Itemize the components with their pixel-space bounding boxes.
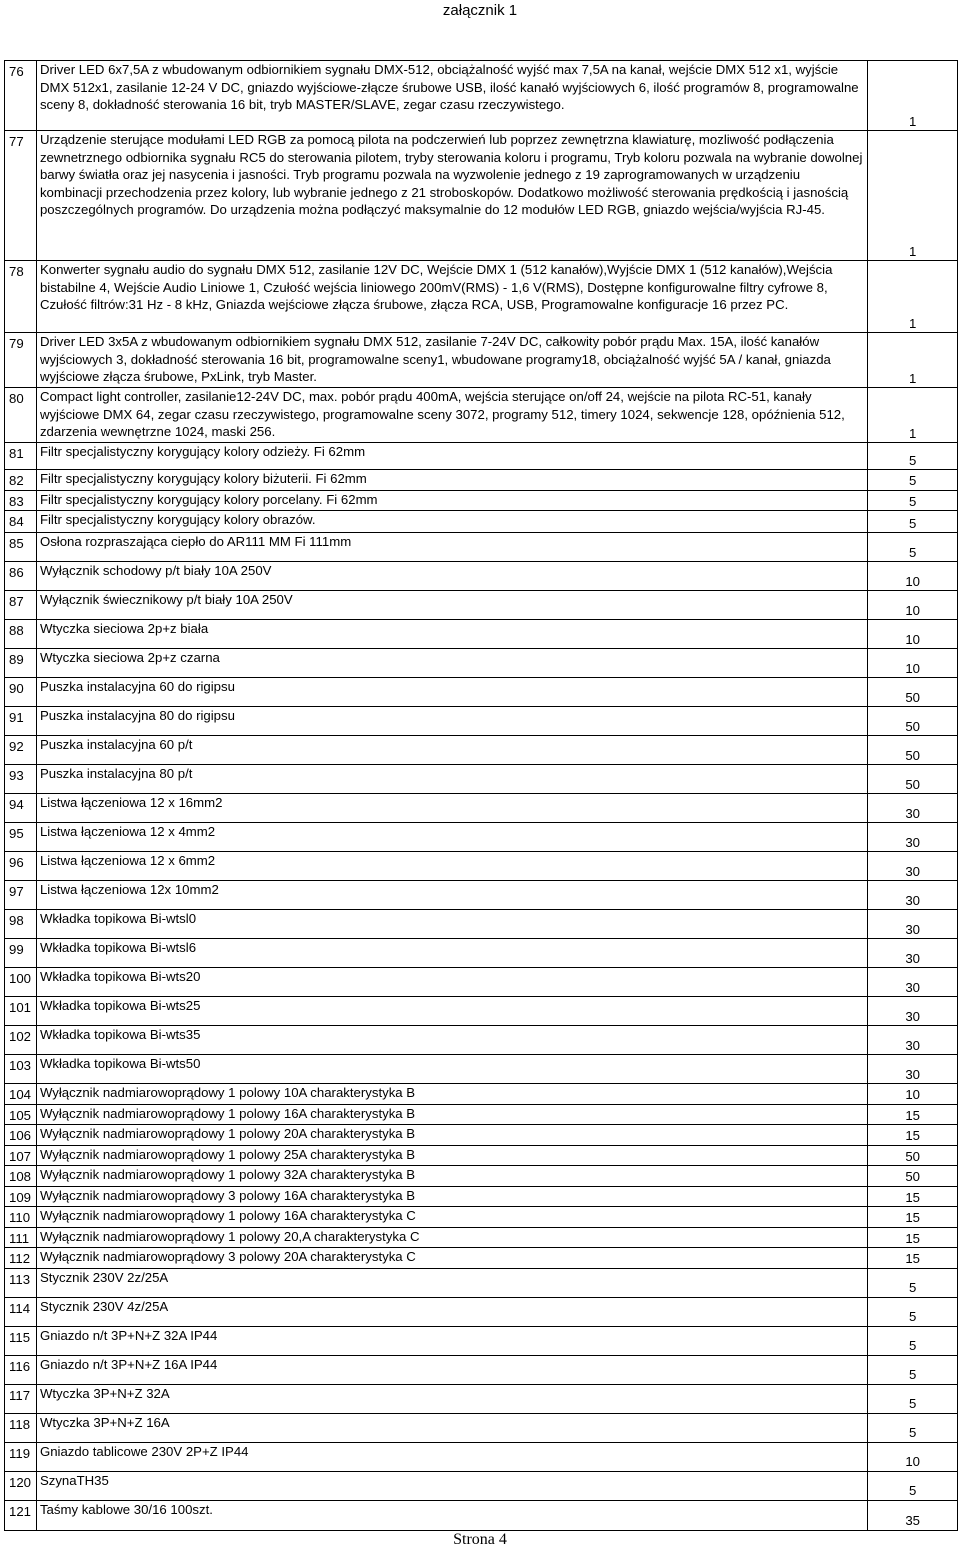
item-number: 108: [5, 1166, 37, 1187]
table-row: [5, 562, 958, 591]
item-description: Wyłącznik schodowy p/t biały 10A 250V: [36, 562, 867, 591]
item-description: Gniazdo n/t 3P+N+Z 32A IP44: [36, 1326, 867, 1355]
table-row: [5, 533, 958, 562]
table-row: [5, 881, 958, 910]
table-row: [5, 1500, 958, 1530]
item-description: Urządzenie sterujące modułami LED RGB za pomocą pilota na podczerwień lub poprzez zewnętrzna klawiaturę, mozliwość podłączenia zewnetrznego odbiornika sygnału RC5 do sterowania pilotem, tryby sterowania koloru i programu, Tryb koloru pozwala na wybranie dowolnej barwy światła oraz jej nasycenia i jasności. Tryb programu pozwala na wyzwolenie jednego z 19 zaprogramowanych w urządzeniu kombinacji przechodzenia przez kolory, lub wybranie jednego z 21 stroboskopów. Dodatkowo możliwość sterowania prędkością i jasnością poszczególnych programów. Do urządzenia można podłączyć maksymalnie do 12 modułów LED RGB, gniazdo wejścia/wyjścia RJ-45.: [36, 131, 867, 261]
item-number: 97: [5, 881, 37, 910]
item-quantity: 1: [868, 388, 958, 443]
item-number: 90: [5, 678, 37, 707]
item-quantity: 50: [868, 707, 958, 736]
item-number: 105: [5, 1104, 37, 1125]
item-number: 92: [5, 736, 37, 765]
item-number: 109: [5, 1186, 37, 1207]
item-quantity: 5: [868, 470, 958, 491]
table-row: [5, 131, 958, 261]
item-number: 112: [5, 1248, 37, 1269]
item-description: Filtr specjalistyczny korygujący kolory porcelany. Fi 62mm: [36, 490, 867, 511]
item-number: 114: [5, 1297, 37, 1326]
table-row: [5, 1248, 958, 1269]
item-description: Wkładka topikowa Bi-wts20: [36, 968, 867, 997]
item-number: 83: [5, 490, 37, 511]
item-number: 121: [5, 1500, 37, 1530]
item-quantity: 30: [868, 823, 958, 852]
item-quantity: 15: [868, 1186, 958, 1207]
table-row: [5, 997, 958, 1026]
item-quantity: 10: [868, 1084, 958, 1105]
item-description: Puszka instalacyjna 80 do rigipsu: [36, 707, 867, 736]
item-quantity: 30: [868, 1055, 958, 1084]
table-row: [5, 61, 958, 131]
table-row: [5, 707, 958, 736]
table-row: [5, 261, 958, 333]
item-quantity: 50: [868, 1166, 958, 1187]
item-number: 118: [5, 1413, 37, 1442]
table-row: [5, 678, 958, 707]
table-row: [5, 1125, 958, 1146]
item-quantity: 50: [868, 736, 958, 765]
item-quantity: 5: [868, 1297, 958, 1326]
table-row: [5, 1297, 958, 1326]
item-quantity: 5: [868, 1413, 958, 1442]
item-number: 85: [5, 533, 37, 562]
table-row: [5, 1186, 958, 1207]
table-row: [5, 1055, 958, 1084]
item-description: Wyłącznik nadmiarowoprądowy 3 polowy 16A charakterystyka B: [36, 1186, 867, 1207]
table-row: [5, 1145, 958, 1166]
item-number: 82: [5, 470, 37, 491]
item-description: Wyłącznik świecznikowy p/t biały 10A 250V: [36, 591, 867, 620]
item-number: 80: [5, 388, 37, 443]
item-number: 96: [5, 852, 37, 881]
item-description: Wyłącznik nadmiarowoprądowy 1 polowy 16A charakterystyka B: [36, 1104, 867, 1125]
item-number: 87: [5, 591, 37, 620]
item-number: 107: [5, 1145, 37, 1166]
table-row: [5, 910, 958, 939]
item-description: Stycznik 230V 2z/25A: [36, 1268, 867, 1297]
item-quantity: 30: [868, 794, 958, 823]
table-row: [5, 620, 958, 649]
item-description: Gniazdo n/t 3P+N+Z 16A IP44: [36, 1355, 867, 1384]
item-quantity: 30: [868, 910, 958, 939]
item-number: 84: [5, 511, 37, 533]
item-description: Wtyczka sieciowa 2p+z czarna: [36, 649, 867, 678]
item-quantity: 10: [868, 620, 958, 649]
table-row: [5, 1227, 958, 1248]
item-number: 98: [5, 910, 37, 939]
item-quantity: 15: [868, 1207, 958, 1228]
item-number: 94: [5, 794, 37, 823]
item-description: Wkładka topikowa Bi-wts50: [36, 1055, 867, 1084]
table-row: [5, 1166, 958, 1187]
item-quantity: 1: [868, 61, 958, 131]
table-row: [5, 1084, 958, 1105]
item-quantity: 15: [868, 1125, 958, 1146]
table-row: [5, 470, 958, 491]
table-row: [5, 736, 958, 765]
item-quantity: 5: [868, 511, 958, 533]
item-description: Wyłącznik nadmiarowoprądowy 3 polowy 20A charakterystyka C: [36, 1248, 867, 1269]
item-number: 81: [5, 443, 37, 470]
item-number: 91: [5, 707, 37, 736]
table-row: [5, 591, 958, 620]
item-description: Wkładka topikowa Bi-wts35: [36, 1026, 867, 1055]
table-row: [5, 1207, 958, 1228]
item-number: 79: [5, 333, 37, 388]
item-description: Wyłącznik nadmiarowoprądowy 1 polowy 10A charakterystyka B: [36, 1084, 867, 1105]
item-description: Wyłącznik nadmiarowoprądowy 1 polowy 16A charakterystyka C: [36, 1207, 867, 1228]
item-description: Konwerter sygnału audio do sygnału DMX 512, zasilanie 12V DC, Wejście DMX 1 (512 kanałów),Wyjście DMX 1 (512 kanałów),Wejścia bistabilne 4, Wejście Audio Liniowe 1, Czułość wejścia liniowego 200mV(RMS) - 1,6 V(RMS), Dostępne konfigurowalne filtry cyfrowe 8, Czułość filtrów:31 Hz - 8 kHz, Gniazda wejściowe złącza śrubowe, złącza RCA, USB, Programowalne konfiguracje 16 przez PC.: [36, 261, 867, 333]
item-description: Wyłącznik nadmiarowoprądowy 1 polowy 32A charakterystyka B: [36, 1166, 867, 1187]
table-row: [5, 1384, 958, 1413]
item-quantity: 5: [868, 1268, 958, 1297]
item-quantity: 1: [868, 131, 958, 261]
item-quantity: 5: [868, 490, 958, 511]
item-quantity: 15: [868, 1248, 958, 1269]
page-footer: Strona 4: [453, 1531, 507, 1548]
item-number: 77: [5, 131, 37, 261]
item-description: Wtyczka 3P+N+Z 16A: [36, 1413, 867, 1442]
item-description: Filtr specjalistyczny korygujący kolory odzieży. Fi 62mm: [36, 443, 867, 470]
item-quantity: 5: [868, 533, 958, 562]
item-number: 88: [5, 620, 37, 649]
item-quantity: 50: [868, 765, 958, 794]
item-description: Stycznik 230V 4z/25A: [36, 1297, 867, 1326]
item-description: Driver LED 3x5A z wbudowanym odbiornikiem sygnału DMX 512, zasilanie 7-24V DC, całkowity pobór prądu Max. 15A, ilość kanałów wyjściowych 3, dokładność sterowania 16 bit, programowalne sceny1, wbudowane programy18, obciążalność wyjść 5A / kanał, gniazda wyjściowe złącza śrubowe, PxLink, tryb Master.: [36, 333, 867, 388]
item-description: Wyłącznik nadmiarowoprądowy 1 polowy 20,A charakterystyka C: [36, 1227, 867, 1248]
item-quantity: 35: [868, 1500, 958, 1530]
table-row: [5, 333, 958, 388]
table-row: [5, 794, 958, 823]
table-row: [5, 852, 958, 881]
item-number: 119: [5, 1442, 37, 1471]
item-number: 78: [5, 261, 37, 333]
item-number: 113: [5, 1268, 37, 1297]
table-row: [5, 1413, 958, 1442]
item-description: Driver LED 6x7,5A z wbudowanym odbiornikiem sygnału DMX-512, obciążalność wyjść max 7,5A na kanał, wejście DMX 512 x1, wyjście DMX 512x1, zasilanie 12-24 V DC, gniazdo wyjściowe-złącze śrubowe USB, ilość kanałó wyjściowych 6, ilość programów 8, programowalne sceny 8, dokładność sterowania 16 bit, tryb MASTER/SLAVE, zegar czasu rzeczywistego.: [36, 61, 867, 131]
item-number: 76: [5, 61, 37, 131]
table-row: [5, 1268, 958, 1297]
table-row: [5, 511, 958, 533]
item-description: Wkładka topikowa Bi-wts25: [36, 997, 867, 1026]
table-row: [5, 1355, 958, 1384]
item-number: 106: [5, 1125, 37, 1146]
item-description: Listwa łączeniowa 12 x 4mm2: [36, 823, 867, 852]
item-description: Wkładka topikowa Bi-wtsl6: [36, 939, 867, 968]
table-row: [5, 443, 958, 470]
item-quantity: 10: [868, 591, 958, 620]
item-description: Listwa łączeniowa 12 x 16mm2: [36, 794, 867, 823]
table-row: [5, 649, 958, 678]
item-quantity: 10: [868, 649, 958, 678]
item-description: Wtyczka sieciowa 2p+z biała: [36, 620, 867, 649]
table-row: [5, 1104, 958, 1125]
item-number: 103: [5, 1055, 37, 1084]
item-quantity: 30: [868, 939, 958, 968]
table-row: [5, 939, 958, 968]
item-number: 110: [5, 1207, 37, 1228]
item-description: Filtr specjalistyczny korygujący kolory biżuterii. Fi 62mm: [36, 470, 867, 491]
item-quantity: 5: [868, 1326, 958, 1355]
item-quantity: 30: [868, 1026, 958, 1055]
item-number: 100: [5, 968, 37, 997]
item-description: Wkładka topikowa Bi-wtsl0: [36, 910, 867, 939]
table-row: [5, 1442, 958, 1471]
item-description: Wtyczka 3P+N+Z 32A: [36, 1384, 867, 1413]
item-number: 102: [5, 1026, 37, 1055]
items-table: [4, 60, 958, 1531]
item-quantity: 50: [868, 678, 958, 707]
item-quantity: 15: [868, 1104, 958, 1125]
table-row: [5, 1471, 958, 1500]
table-row: [5, 1026, 958, 1055]
item-number: 104: [5, 1084, 37, 1105]
table-row: [5, 968, 958, 997]
item-description: Puszka instalacyjna 60 p/t: [36, 736, 867, 765]
item-number: 115: [5, 1326, 37, 1355]
item-description: Taśmy kablowe 30/16 100szt.: [36, 1500, 867, 1530]
page-header: załącznik 1: [442, 2, 518, 19]
item-number: 111: [5, 1227, 37, 1248]
table-row: [5, 388, 958, 443]
item-description: Filtr specjalistyczny korygujący kolory obrazów.: [36, 511, 867, 533]
table-row: [5, 823, 958, 852]
table-row: [5, 1326, 958, 1355]
item-quantity: 30: [868, 997, 958, 1026]
item-description: Listwa łączeniowa 12x 10mm2: [36, 881, 867, 910]
item-number: 86: [5, 562, 37, 591]
item-description: Listwa łączeniowa 12 x 6mm2: [36, 852, 867, 881]
item-quantity: 10: [868, 562, 958, 591]
table-row: [5, 765, 958, 794]
item-number: 99: [5, 939, 37, 968]
table-row: [5, 490, 958, 511]
item-number: 89: [5, 649, 37, 678]
item-quantity: 5: [868, 1355, 958, 1384]
item-number: 101: [5, 997, 37, 1026]
item-description: Wyłącznik nadmiarowoprądowy 1 polowy 20A charakterystyka B: [36, 1125, 867, 1146]
item-description: Compact light controller, zasilanie12-24V DC, max. pobór prądu 400mA, wejścia sterujące on/off 24, wejście na pilota RC-51, kanały wyjściowe DMX 64, zegar czasu rzeczywistego, programowalne sceny 3072, programy 512, timery 1024, sekwencje 128, opóźnienia 512, zdarzenia wewnętrzne 1024, maski 256.: [36, 388, 867, 443]
item-quantity: 1: [868, 333, 958, 388]
item-quantity: 1: [868, 261, 958, 333]
item-description: Wyłącznik nadmiarowoprądowy 1 polowy 25A charakterystyka B: [36, 1145, 867, 1166]
item-quantity: 10: [868, 1442, 958, 1471]
item-number: 117: [5, 1384, 37, 1413]
item-quantity: 50: [868, 1145, 958, 1166]
item-quantity: 30: [868, 852, 958, 881]
item-quantity: 5: [868, 443, 958, 470]
item-description: Puszka instalacyjna 80 p/t: [36, 765, 867, 794]
item-quantity: 5: [868, 1384, 958, 1413]
item-description: SzynaTH35: [36, 1471, 867, 1500]
item-quantity: 15: [868, 1227, 958, 1248]
item-description: Gniazdo tablicowe 230V 2P+Z IP44: [36, 1442, 867, 1471]
item-quantity: 30: [868, 881, 958, 910]
item-description: Osłona rozpraszająca ciepło do AR111 MM Fi 111mm: [36, 533, 867, 562]
item-number: 120: [5, 1471, 37, 1500]
item-number: 116: [5, 1355, 37, 1384]
item-quantity: 5: [868, 1471, 958, 1500]
item-description: Puszka instalacyjna 60 do rigipsu: [36, 678, 867, 707]
item-number: 93: [5, 765, 37, 794]
item-quantity: 30: [868, 968, 958, 997]
item-number: 95: [5, 823, 37, 852]
